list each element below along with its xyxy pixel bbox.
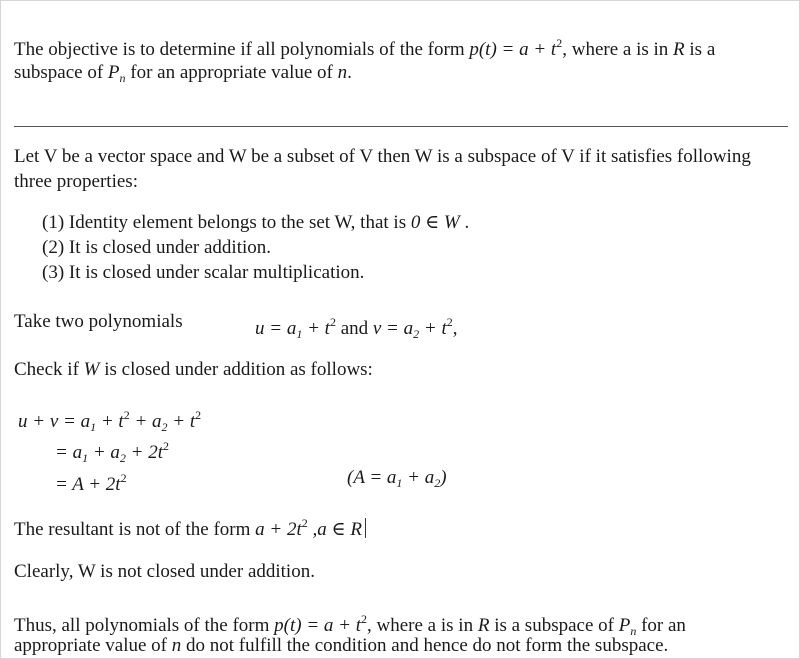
exponent: 2 [163,439,170,453]
eq-note: + a [402,467,435,488]
subscript: 1 [90,420,97,434]
intro-text: for an appropriate value of [125,62,338,83]
exponent: 2 [301,516,308,530]
polynomial-form: p(t) = a + t [274,615,362,636]
subscript-n: n [630,624,637,638]
subscript: 1 [296,327,303,341]
conclusion-text: for an [636,615,686,636]
conclusion-text: , where a is in [367,615,478,636]
v-def: v = a [372,318,414,339]
equation-line-3 [55,466,127,497]
subscript: 2 [413,327,420,341]
property-2: (2) It is closed under addition. [42,237,272,258]
exponent: 2 [120,471,127,485]
result-condition: ,a ∈ R [307,519,362,540]
intro-text: The objective is to determine if all polynomials of the form [14,39,470,60]
u-def: + t [302,318,330,339]
subscript-n: n [119,71,126,85]
conclusion-text: Thus, all polynomials of the form [14,615,275,636]
conclusion-text: do not fulfill the condition and hence do not form the subspace. [181,635,669,656]
v-def: + t [419,318,447,339]
result-form: a + 2t [255,519,302,540]
real-set: R [673,39,685,60]
zero-in-w: 0 ∈ W [410,212,460,233]
var-w: W [83,359,100,380]
exponent: 2 [123,408,130,422]
eq-note: ) [440,467,447,488]
equation-line-2 [55,434,169,470]
space-p: P [107,62,120,83]
subscript: 2 [434,476,441,490]
take-polynomials [255,310,458,346]
conclusion-text: appropriate value of [14,635,172,656]
eq-term: u + v = a [18,411,91,432]
exponent: 2 [556,36,563,50]
check-text: Check if [14,359,84,380]
property-text: . [459,212,470,233]
eq-note: (A = a [347,467,397,488]
check-text: is closed under addition as follows: [99,359,373,380]
intro-line-1 [14,31,715,62]
intro-text: is a [684,39,716,60]
eq-term: + a [88,442,120,463]
exponent: 2 [195,408,202,422]
subscript: 1 [82,451,89,465]
exponent: 2 [329,315,336,329]
real-set: R [477,615,490,636]
text-cursor [365,518,366,538]
intro-line-2 [14,61,352,90]
eq-term: = A + 2t [55,474,121,495]
u-def: u = a [255,318,297,339]
property-text: (1) Identity element belongs to the set W, that is [42,212,411,233]
subscript: 1 [396,476,403,490]
eq-term: + t [167,411,196,432]
conclusion-line-2 [14,634,668,658]
and-text: and [335,318,373,339]
subscript: 2 [161,420,168,434]
definition-line-1: Let V be a vector space and W be a subset of V then W is a subspace of V if it satisfies following [14,146,751,167]
intro-text: subspace of [14,62,108,83]
result-text: The resultant is not of the form [14,519,256,540]
intro-text: , where a is in [562,39,674,60]
exponent: 2 [361,612,368,626]
polynomial-form: p(t) = a + t [469,39,557,60]
var-n: n [171,635,182,656]
clearly-line: Clearly, W is not closed under addition. [14,561,315,582]
var-n: n [337,62,348,83]
subscript: 2 [119,451,126,465]
intro-text: . [347,62,352,83]
definition-line-2: three properties: [14,171,138,192]
result-line [14,511,366,542]
eq-term: + t [96,411,124,432]
eq-term: + a [129,411,162,432]
conclusion-text: is a subspace of [489,615,619,636]
check-line [14,358,373,382]
section-divider [14,126,788,127]
property-3: (3) It is closed under scalar multiplication. [42,262,365,283]
eq-term: + 2t [125,442,164,463]
exponent: 2 [446,315,453,329]
property-1 [42,211,469,235]
space-p: P [618,615,631,636]
eq-term: = a [55,442,83,463]
take-label: Take two polynomials [14,311,183,332]
equation-note [347,466,447,495]
punct: , [452,318,458,339]
